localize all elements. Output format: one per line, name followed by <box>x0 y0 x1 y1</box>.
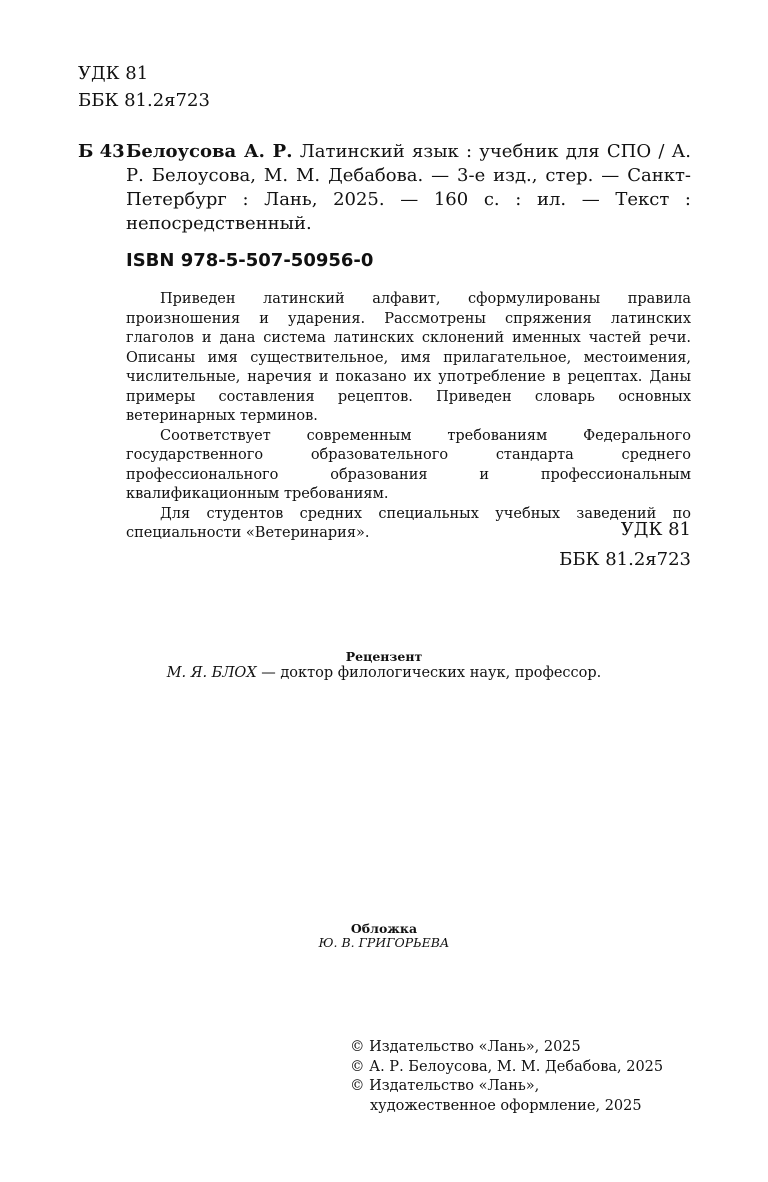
annotation-paragraph: Соответствует современным требованиям Федерального государственного образовательного стандарта среднего профессионального образования и профессиональным квалификационным требованиям. <box>126 427 691 502</box>
bibliographic-description: Латинский язык : учебник для СПО / А. Р. Белоусова, М. М. Дебабова. — 3-е изд., стер. — Санкт-Петербург : Лань, 2025. — 160 с. : ил. — Текст : непосредственный. <box>126 141 692 234</box>
annotation <box>126 290 691 544</box>
reviewer-heading: Рецензент <box>345 649 423 664</box>
udk-code-bottom: УДК 81 <box>620 519 691 540</box>
copyright-line: художественное оформление, 2025 <box>370 1097 642 1114</box>
cover-heading: Обложка <box>350 921 418 936</box>
isbn: ISBN 978-5-507-50956-0 <box>126 250 374 271</box>
copyright-line: © Издательство «Лань», 2025 <box>350 1039 581 1055</box>
bibliographic-record <box>126 140 691 236</box>
annotation-paragraph: Приведен латинский алфавит, сформулированы правила произношения и ударения. Рассмотрены спряжения латинских глаголов и дана система латинских склонений именных частей речи. Описаны имя существительное, имя прилагательное, местоимения, числительные, наречия и показано их употребление в рецептах. Даны примеры составления рецептов. Приведен словарь основных ветеринарных терминов. <box>126 291 691 424</box>
udk-code: УДК 81 <box>78 63 149 84</box>
reviewer-name: М. Я. БЛОХ <box>166 665 257 681</box>
copyright-line: © А. Р. Белоусова, М. М. Дебабова, 2025 <box>350 1058 664 1075</box>
bbk-code: ББК 81.2я723 <box>78 90 210 111</box>
reviewer-description: — доктор филологических наук, профессор. <box>256 665 602 681</box>
copyright-line: © Издательство «Лань», <box>350 1078 540 1094</box>
author-name: Белоусова А. Р. <box>126 141 293 162</box>
annotation-paragraph: Для студентов средних специальных учебных заведений по специальности «Ветеринария». <box>126 505 691 541</box>
reviewer-line <box>0 664 768 684</box>
cover-designer: Ю. В. ГРИГОРЬЕВА <box>318 935 450 950</box>
author-mark: Б 43 <box>78 141 125 162</box>
bbk-code-bottom: ББК 81.2я723 <box>559 549 691 570</box>
copyright-block <box>350 1038 710 1116</box>
